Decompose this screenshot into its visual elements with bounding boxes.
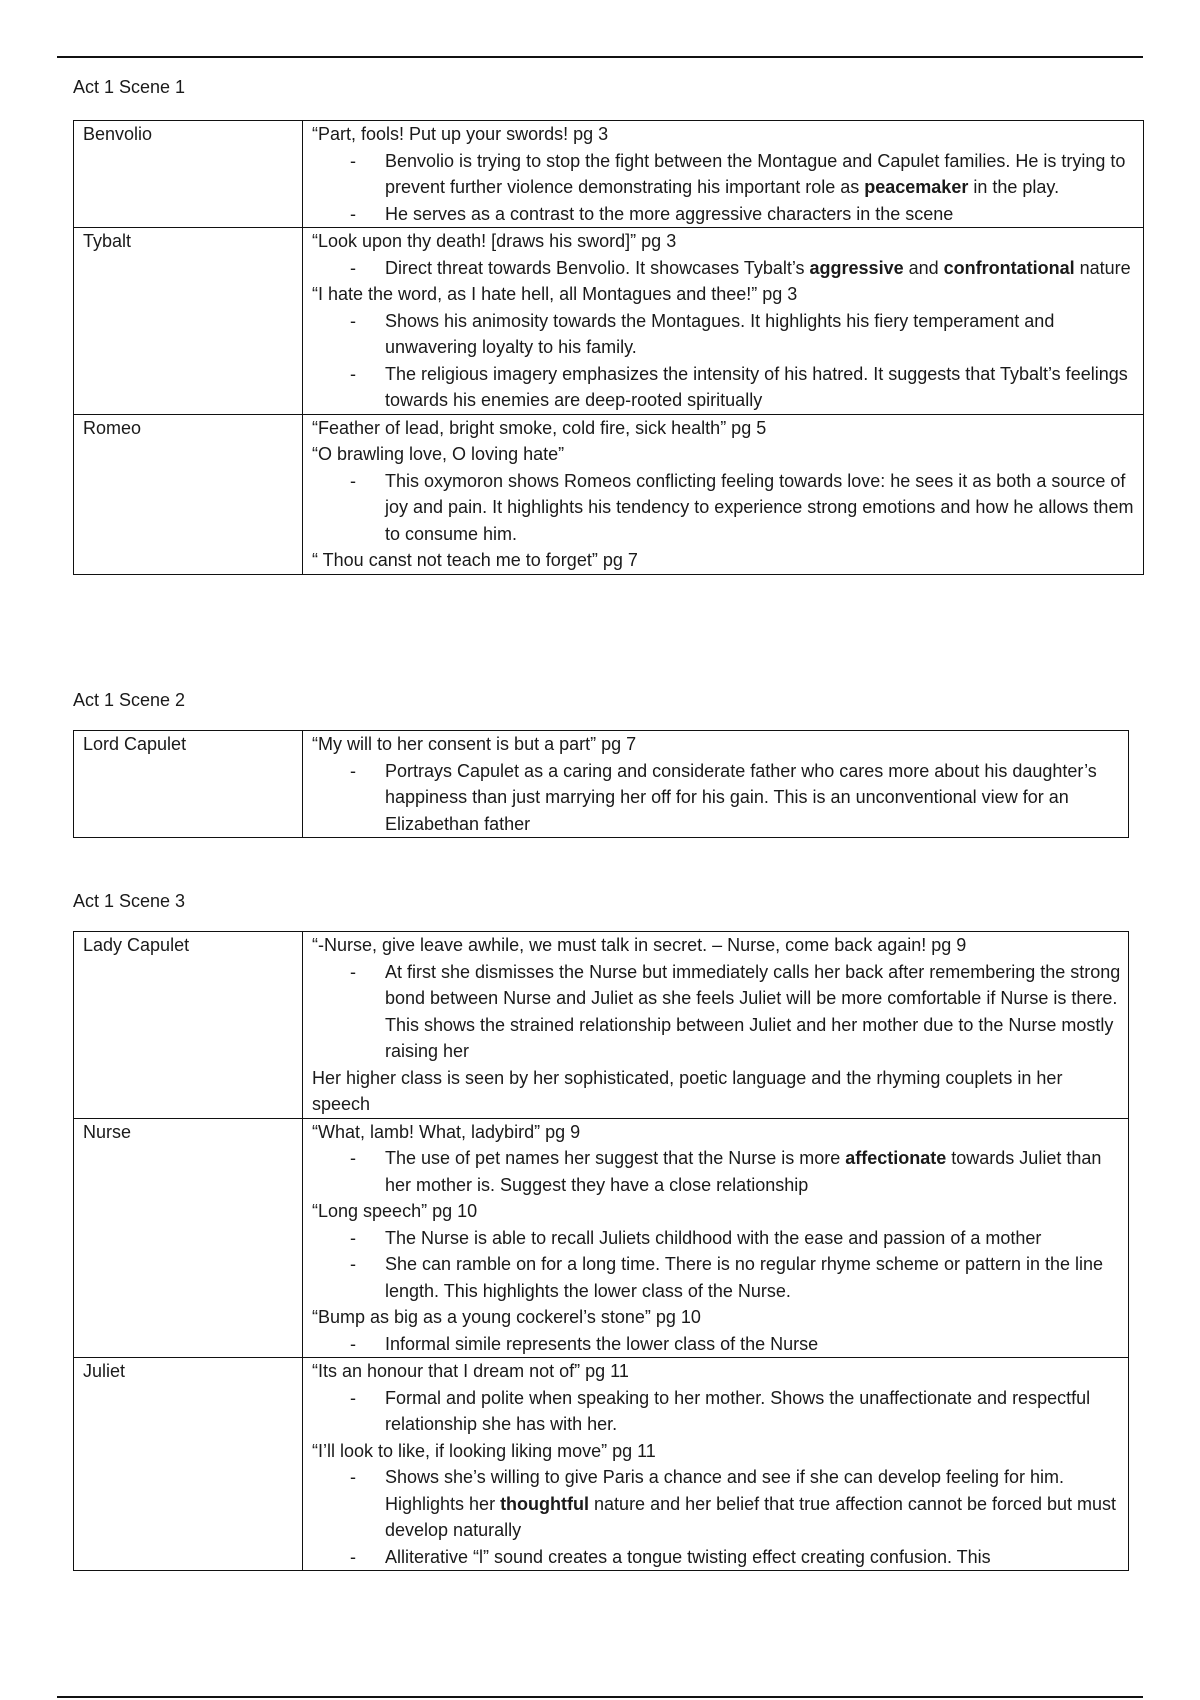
quote-line: “Long speech” pg 10 <box>312 1201 478 1221</box>
analysis-cell <box>303 731 1129 838</box>
dash-bullet-icon: - <box>350 760 356 781</box>
analysis-bullet <box>312 1251 1122 1304</box>
dash-bullet-icon: - <box>350 363 356 384</box>
bullet-text: The religious imagery emphasizes the intensity of his hatred. It suggests that Tybalt’s feelings towards his enemies are deep-rooted spiritually <box>385 363 1128 410</box>
quote-line: “I hate the word, as I hate hell, all Montagues and thee!” pg 3 <box>312 284 798 304</box>
analysis-bullet <box>312 1225 1122 1252</box>
bullet-text: The use of pet names her suggest that the Nurse is more <box>385 1148 846 1168</box>
analysis-bullet <box>312 1464 1122 1544</box>
analysis-bullet <box>312 1544 1122 1571</box>
bullet-text: Informal simile represents the lower class of the Nurse <box>385 1333 819 1354</box>
bottom-rule <box>57 1696 1143 1698</box>
bullet-text: Portrays Capulet as a caring and considerate father who cares more about his daughter’s happiness than just marrying her off for his gain. This is an unconventional view for an Elizabethan father <box>385 760 1097 834</box>
scene-table-2 <box>73 730 1129 838</box>
character-name: Lord Capulet <box>74 731 303 838</box>
quote-line: “O brawling love, O loving hate” <box>312 444 565 464</box>
emphasis-text: aggressive <box>809 257 904 278</box>
analysis-cell <box>303 1118 1129 1358</box>
bullet-text: Direct threat towards Benvolio. It showcases Tybalt’s <box>385 257 810 278</box>
scene-heading-2: Act 1 Scene 2 <box>73 690 186 710</box>
character-row <box>74 121 1144 228</box>
emphasis-text: peacemaker <box>864 177 969 197</box>
bullet-text: Shows his animosity towards the Montagues. It highlights his fiery temperament and unwavering loyalty to his family. <box>385 310 1055 357</box>
analysis-bullet <box>312 148 1137 201</box>
dash-bullet-icon: - <box>350 1333 356 1354</box>
analysis-cell <box>303 414 1144 574</box>
analysis-bullet <box>312 308 1137 361</box>
character-name: Tybalt <box>74 228 303 415</box>
character-row <box>74 1118 1129 1358</box>
quote-line: “What, lamb! What, ladybird” pg 9 <box>312 1121 581 1142</box>
quote-line: “Look upon thy death! [draws his sword]” pg 3 <box>312 231 677 251</box>
dash-bullet-icon: - <box>350 1387 356 1408</box>
quote-line: “-Nurse, give leave awhile, we must talk in secret. – Nurse, come back again! pg 9 <box>312 935 967 955</box>
analysis-bullet <box>312 959 1122 1065</box>
scene-heading-1: Act 1 Scene 1 <box>73 77 186 97</box>
dash-bullet-icon: - <box>350 961 356 982</box>
quote-line: “Its an honour that I dream not of” pg 11 <box>312 1361 629 1381</box>
emphasis-text: thoughtful <box>500 1493 590 1514</box>
bullet-text: The Nurse is able to recall Juliets childhood with the ease and passion of a mother <box>385 1227 1042 1248</box>
character-name: Benvolio <box>74 121 303 228</box>
emphasis-text: affectionate <box>845 1148 947 1168</box>
scene-heading-3: Act 1 Scene 3 <box>73 891 186 911</box>
character-row <box>74 1358 1129 1571</box>
dash-bullet-icon: - <box>350 150 356 171</box>
bullet-text: Alliterative “l” sound creates a tongue twisting effect creating confusion. This <box>385 1546 991 1567</box>
analysis-cell <box>303 228 1144 415</box>
character-name: Romeo <box>74 414 303 574</box>
analysis-cell <box>303 121 1144 228</box>
bullet-text: At first she dismisses the Nurse but immediately calls her back after remembering the strong bond between Nurse and Juliet as she feels Juliet will be more comfortable if Nurse is there. This shows the strained relationship between Juliet and her mother due to the Nurse mostly raising her <box>385 961 1121 1061</box>
bullet-text: nature and her belief that true affection cannot be forced but must develop naturally <box>385 1493 1117 1540</box>
character-name: Nurse <box>74 1118 303 1358</box>
analysis-cell <box>303 1358 1129 1571</box>
dash-bullet-icon: - <box>350 1546 356 1567</box>
character-row <box>74 414 1144 574</box>
character-row <box>74 932 1129 1119</box>
analysis-bullet <box>312 255 1137 282</box>
bullet-text: She can ramble on for a long time. There is no regular rhyme scheme or pattern in the line length. This highlights the lower class of the Nurse. <box>385 1254 1104 1301</box>
bullet-text: He serves as a contrast to the more aggressive characters in the scene <box>385 203 954 224</box>
top-rule <box>57 56 1143 58</box>
bullet-text: Benvolio is trying to stop the fight between the Montague and Capulet families. He is trying to prevent further violence demonstrating his important role as <box>385 150 1126 197</box>
bullet-text: in the play. <box>968 177 1060 197</box>
bullet-text: towards Juliet than her mother is. Suggest they have a close relationship <box>385 1148 1102 1195</box>
analysis-bullet <box>312 1385 1122 1438</box>
quote-line: “Bump as big as a young cockerel’s stone” pg 10 <box>312 1307 701 1327</box>
dash-bullet-icon: - <box>350 257 356 278</box>
quote-line: “I’ll look to like, if looking liking move” pg 11 <box>312 1440 656 1461</box>
analysis-bullet <box>312 758 1122 838</box>
dash-bullet-icon: - <box>350 470 356 491</box>
quote-line: “ Thou canst not teach me to forget” pg 7 <box>312 550 638 570</box>
analysis-bullet <box>312 468 1137 548</box>
bullet-text: nature <box>1074 257 1131 278</box>
analysis-bullet <box>312 361 1137 414</box>
dash-bullet-icon: - <box>350 1467 356 1487</box>
bullet-text: This oxymoron shows Romeos conflicting feeling towards love: he sees it as both a source of joy and pain. It highlights his tendency to experience strong emotions and how he allows them to consume him. <box>385 470 1134 544</box>
dash-bullet-icon: - <box>350 1227 356 1248</box>
analysis-bullet <box>312 1331 1122 1358</box>
bullet-text: Formal and polite when speaking to her mother. Shows the unaffectionate and respectful relationship she has with her. <box>385 1387 1091 1434</box>
bullet-text: and <box>903 257 944 278</box>
quote-line: “Part, fools! Put up your swords! pg 3 <box>312 124 609 144</box>
dash-bullet-icon: - <box>350 310 356 331</box>
dash-bullet-icon: - <box>350 1254 356 1274</box>
character-row <box>74 731 1129 838</box>
dash-bullet-icon: - <box>350 1148 356 1168</box>
character-name: Juliet <box>74 1358 303 1571</box>
quote-line: “Feather of lead, bright smoke, cold fire, sick health” pg 5 <box>312 417 767 438</box>
scene-table-1 <box>73 120 1144 575</box>
analysis-cell <box>303 932 1129 1119</box>
emphasis-text: confrontational <box>943 257 1075 278</box>
scene-table-3 <box>73 931 1129 1571</box>
dash-bullet-icon: - <box>350 203 356 224</box>
character-name: Lady Capulet <box>74 932 303 1119</box>
character-row <box>74 228 1144 415</box>
quote-line: “My will to her consent is but a part” pg 7 <box>312 734 637 754</box>
analysis-bullet <box>312 1145 1122 1198</box>
bullet-text: Shows she’s willing to give Paris a chance and see if she can develop feeling for him. Highlights her <box>385 1467 1065 1514</box>
analysis-bullet <box>312 201 1137 228</box>
quote-line: Her higher class is seen by her sophisticated, poetic language and the rhyming couplets in her speech <box>312 1067 1063 1114</box>
